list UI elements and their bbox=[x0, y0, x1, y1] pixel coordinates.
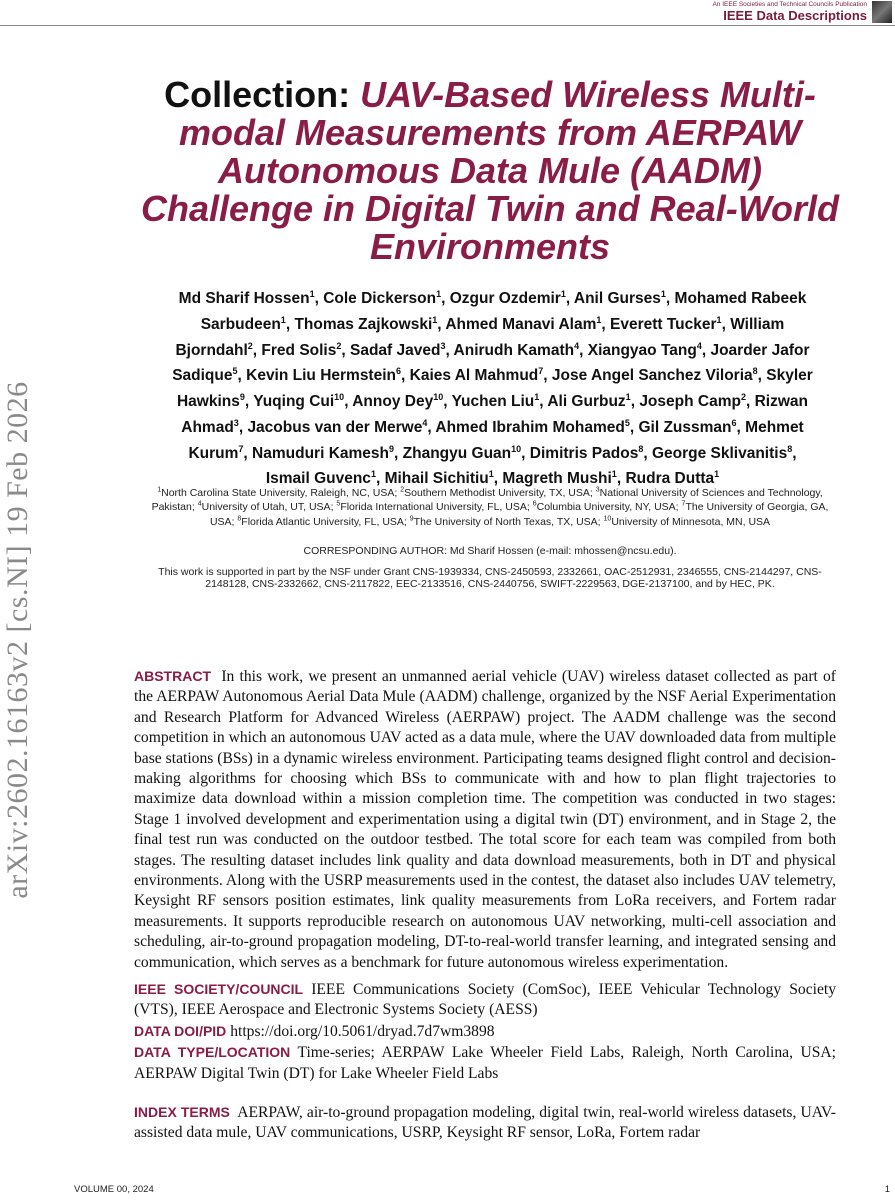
author-name: Yuchen Liu$^1$ bbox=[451, 392, 540, 411]
brand-title: IEEE Data Descriptions bbox=[723, 8, 867, 23]
index-terms-section bbox=[134, 1102, 836, 1144]
abstract-section bbox=[134, 666, 836, 973]
author-name: Anil Gurses$^1$ bbox=[573, 289, 666, 308]
society-label: IEEE SOCIETY/COUNCIL bbox=[134, 981, 304, 997]
author-name: Xiangyao Tang$^4$ bbox=[587, 340, 702, 359]
author-name: Ahmed Ibrahim Mohamed$^5$ bbox=[435, 417, 630, 436]
author-affiliation-marker: 8 bbox=[752, 366, 758, 377]
author-affiliation-marker: 2 bbox=[336, 340, 342, 351]
affiliation-number: 10 bbox=[603, 515, 612, 522]
author-affiliation-marker: 10 bbox=[511, 443, 522, 454]
index-terms-label: INDEX TERMS bbox=[134, 1104, 230, 1120]
author-name: Fred Solis$^2$ bbox=[261, 340, 342, 359]
arxiv-stamp-text: arXiv:2602.16163v2 [cs.NI] 19 Feb 2026 bbox=[1, 381, 34, 899]
author-name: Cole Dickerson$^1$ bbox=[323, 289, 442, 308]
affiliations bbox=[150, 484, 830, 528]
arxiv-stamp bbox=[0, 340, 36, 940]
author-name: Skyler Hawkins$^9$ bbox=[176, 367, 813, 411]
affiliation-number: 7 bbox=[681, 500, 686, 508]
author-affiliation-marker: 1 bbox=[309, 289, 315, 299]
affiliation-item: $^1$North Carolina State University, Raleigh, NC, USA; bbox=[157, 486, 398, 499]
author-affiliation-marker: 1 bbox=[611, 469, 617, 480]
author-name: Jose Angel Sanchez Viloria$^8$ bbox=[551, 366, 758, 385]
author-affiliation-marker: 5 bbox=[624, 417, 630, 428]
author-name: Joarder Jafor Sadique$^5$ bbox=[172, 341, 810, 385]
affiliation-number: 8 bbox=[237, 515, 242, 522]
author-affiliation-marker: 7 bbox=[538, 366, 544, 377]
affiliation-number: 5 bbox=[336, 500, 341, 508]
footer-page-number: 1 bbox=[884, 1184, 890, 1195]
metadata-block bbox=[134, 979, 836, 1084]
affiliation-item: $^8$Florida Atlantic University, FL, USA; bbox=[237, 515, 407, 528]
author-name: Jacobus van der Merwe$^4$ bbox=[247, 417, 428, 436]
affiliation-item: $^7$The University of Georgia, GA, USA; bbox=[209, 500, 829, 528]
society-row bbox=[134, 979, 836, 1021]
header-divider bbox=[0, 25, 895, 26]
author-affiliation-marker: 4 bbox=[696, 340, 702, 351]
author-affiliation-marker: 7 bbox=[238, 443, 244, 454]
affiliation-number: 4 bbox=[197, 500, 202, 508]
brand-subtitle: An IEEE Societies and Technical Councils Publication bbox=[712, 1, 867, 8]
affiliation-number: 1 bbox=[157, 486, 162, 493]
author-affiliation-marker: 5 bbox=[232, 366, 238, 377]
author-name: Sadaf Javed$^3$ bbox=[350, 340, 446, 359]
author-affiliation-marker: 1 bbox=[280, 314, 286, 325]
society-text: IEEE Communications Society (ComSoc), IEEE Vehicular Technology Society (VTS), IEEE Aerospace and Electronic Systems Society (AESS) bbox=[134, 981, 836, 1019]
affiliation-number: 6 bbox=[532, 500, 537, 508]
author-affiliation-marker: 1 bbox=[370, 469, 376, 480]
author-affiliation-marker: 6 bbox=[731, 417, 737, 428]
index-terms-text: AERPAW, air-to-ground propagation modeling, digital twin, real-world wireless datasets, UAV-assisted data mule, UAV communications, USRP, Keysight RF sensor, LoRa, Fortem radar bbox=[134, 1104, 836, 1142]
footer-volume: VOLUME 00, 2024 bbox=[74, 1184, 154, 1195]
author-affiliation-marker: 2 bbox=[740, 392, 746, 402]
affiliation-item: $^9$The University of North Texas, TX, USA; bbox=[409, 515, 601, 528]
author-name: Anirudh Kamath$^4$ bbox=[453, 340, 580, 359]
author-name: Yuqing Cui$^{10}$ bbox=[253, 392, 345, 411]
author-name: Mihail Sichitiu$^1$ bbox=[384, 469, 494, 488]
author-name: Gil Zussman$^6$ bbox=[638, 417, 737, 436]
author-list: Md Sharif Hossen$^1$, Cole Dickerson$^1$, Ozgur Ozdemir$^1$, Anil Gurses$^1$, Mohamed Rabeek Sarbudeen$^1$, Thomas Zajkowski$^1$, Ahmed Manavi Alam$^1$, Everett Tucker$^1$, William Bjorndahl$^2$, Fred Solis$^2$, Sadaf Javed$^3$, Anirudh Kamath$^4$, Xiangyao Tang$^4$, Joarder Jafor Sadique$^5$, Kevin Liu Hermstein$^6$, Kaies Al Mahmud$^7$, Jose Angel Sanchez Viloria$^8$, Skyler Hawkins$^9$, Yuqing Cui$^{10}$, Annoy Dey$^{10}$, Yuchen Liu$^1$, Ali Gurbuz$^1$, Joseph Camp$^2$, Rizwan Ahmad$^3$, Jacobus van der Merwe$^4$, Ahmed Ibrahim Mohamed$^5$, Gil Zussman$^6$, Mehmet Kurum$^7$, Namuduri Kamesh$^9$, Zhangyu Guan$^{10}$, Dimitris Pados$^8$, George Sklivanitis$^8$, Ismail Guvenc$^1$, Mihail Sichitiu$^1$, Magreth Mushi$^1$, Rudra Dutta$^1$ bbox=[172, 289, 813, 488]
author-name: Ali Gurbuz$^1$ bbox=[547, 392, 631, 411]
author-name: Joseph Camp$^2$ bbox=[639, 392, 746, 411]
author-name: Rizwan Ahmad$^3$ bbox=[181, 393, 808, 436]
author-name: Dimitris Pados$^8$ bbox=[529, 443, 644, 462]
author-affiliation-marker: 3 bbox=[233, 417, 239, 428]
affiliation-number: 9 bbox=[409, 515, 414, 522]
data-type-text: Time-series; AERPAW Lake Wheeler Field Labs, Raleigh, North Carolina, USA; AERPAW Digital Twin (DT) for Lake Wheeler Field Labs bbox=[134, 1044, 836, 1082]
abstract-label: ABSTRACT bbox=[134, 668, 211, 684]
author-name: Namuduri Kamesh$^9$ bbox=[252, 443, 395, 462]
author-name: Mehmet Kurum$^7$ bbox=[188, 418, 804, 462]
affiliation-item: $^2$Southern Methodist University, TX, USA; bbox=[400, 486, 593, 499]
author-affiliation-marker: 8 bbox=[638, 443, 644, 454]
author-affiliation-marker: 3 bbox=[440, 340, 446, 351]
corresponding-author: CORRESPONDING AUTHOR: Md Sharif Hossen (e-mail: mhossen@ncsu.edu). bbox=[303, 545, 677, 557]
title-prefix: Collection: bbox=[164, 74, 361, 115]
author-name: Everett Tucker$^1$ bbox=[610, 314, 722, 333]
author-affiliation-marker: 1 bbox=[488, 469, 494, 480]
paper-title bbox=[140, 76, 840, 266]
author-affiliation-marker: 8 bbox=[787, 443, 793, 454]
author-name: Zhangyu Guan$^{10}$ bbox=[402, 443, 522, 462]
author-affiliation-marker: 1 bbox=[716, 314, 722, 325]
author-name: Ismail Guvenc$^1$ bbox=[265, 469, 376, 488]
affiliation-item: $^5$Florida International University, FL, USA; bbox=[336, 500, 530, 513]
data-type-row bbox=[134, 1042, 836, 1084]
author-name: Ahmed Manavi Alam$^1$ bbox=[445, 314, 602, 333]
author-name: Kevin Liu Hermstein$^6$ bbox=[246, 366, 402, 385]
journal-cover-thumbnail bbox=[872, 1, 892, 23]
author-affiliation-marker: 4 bbox=[574, 340, 580, 351]
author-affiliation-marker: 1 bbox=[534, 392, 540, 402]
doi-label: DATA DOI/PID bbox=[134, 1022, 227, 1039]
affiliation-item: $^3$National University of Sciences and Technology, Pakistan; bbox=[151, 486, 823, 513]
author-affiliation-marker: 4 bbox=[422, 417, 428, 428]
author-affiliation-marker: 9 bbox=[239, 392, 245, 402]
author-affiliation-marker: 10 bbox=[433, 392, 444, 402]
author-name: Rudra Dutta$^1$ bbox=[625, 469, 720, 488]
author-affiliation-marker: 1 bbox=[432, 314, 438, 325]
affiliation-item: $^6$Columbia University, NY, USA; bbox=[532, 500, 679, 513]
author-name: William Bjorndahl$^2$ bbox=[175, 315, 785, 359]
author-name: Mohamed Rabeek Sarbudeen$^1$ bbox=[200, 290, 807, 333]
author-affiliation-marker: 1 bbox=[596, 314, 602, 325]
author-affiliation-marker: 1 bbox=[660, 289, 666, 299]
author-affiliation-marker: 1 bbox=[560, 289, 566, 299]
author-affiliation-marker: 2 bbox=[247, 340, 253, 351]
affiliation-number: 3 bbox=[595, 486, 600, 493]
funding-note: This work is supported in part by the NSF under Grant CNS-1939334, CNS-2450593, 2332661, OAC-2512931, 2346555, CNS-2144297, CNS-2148128, CNS-2332662, CNS-2117822, EEC-2133516, CNS-2440756, SWIFT-2229563, DGE-2137100, and by HEC, PK. bbox=[158, 566, 822, 590]
author-name: Kaies Al Mahmud$^7$ bbox=[409, 366, 544, 385]
author-affiliation-marker: 1 bbox=[436, 289, 442, 299]
affiliation-number: 2 bbox=[400, 486, 405, 493]
author-name: George Sklivanitis$^8$ bbox=[651, 443, 793, 462]
affiliation-item: $^4$University of Utah, UT, USA; bbox=[197, 500, 334, 513]
doi-link[interactable]: https://doi.org/10.5061/dryad.7d7wm3898 bbox=[230, 1022, 495, 1040]
data-type-label: DATA TYPE/LOCATION bbox=[134, 1044, 291, 1061]
author-name: Thomas Zajkowski$^1$ bbox=[294, 314, 438, 333]
doi-row bbox=[134, 1021, 836, 1042]
author-affiliation-marker: 10 bbox=[334, 392, 345, 402]
author-affiliation-marker: 1 bbox=[625, 392, 631, 402]
journal-brand bbox=[712, 1, 867, 23]
abstract-text: In this work, we present an unmanned aerial vehicle (UAV) wireless dataset collected as part of the AERPAW Autonomous Aerial Data Mule (AADM) challenge, organized by the NSF Aerial Experimentation and Research Platform for Advanced Wireless (AERPAW) project. The AADM challenge was the second competition in which an autonomous UAV acted as a data mule, where the UAV downloaded data from multiple base stations (BSs) in a dynamic wireless environment. Participating teams designed flight control and decision-making algorithms for choosing which BSs to communicate with and how to plan flight trajectories to maximize data download within a mission completion time. The competition was conducted in two stages: Stage 1 involved development and experimentation using a digital twin (DT) environment, and in Stage 2, the final test run was conducted on the outdoor testbed. The total score for each team was compiled from both stages. The resulting dataset includes link quality and data download measurements, both in DT and physical environments. Along with the USRP measurements used in the contest, the dataset also includes UAV telemetry, Keysight RF sensors position estimates, link quality measurements from LoRa receivers, and Fortem radar measurements. It supports reproducible research on autonomous UAV networking, multi-cell association and scheduling, air-to-ground propagation modeling, DT-to-real-world transfer learning, and integrated sensing and communication, which serves as a benchmark for future autonomous wireless experimentation. bbox=[134, 668, 837, 971]
author-name: Annoy Dey$^{10}$ bbox=[352, 392, 444, 411]
title-main: UAV-Based Wireless Multi-modal Measurements from AERPAW Autonomous Data Mule (AADM) Challenge in Digital Twin and Real-World Environments bbox=[140, 74, 840, 267]
author-name: Ozgur Ozdemir$^1$ bbox=[449, 289, 566, 308]
author-affiliation-marker: 6 bbox=[396, 366, 402, 377]
author-affiliation-marker: 1 bbox=[714, 469, 720, 480]
author-name: Md Sharif Hossen$^1$ bbox=[178, 289, 315, 308]
affiliation-item: $^{10}$University of Minnesota, MN, USA bbox=[603, 515, 771, 528]
author-affiliation-marker: 9 bbox=[389, 443, 395, 454]
author-name: Magreth Mushi$^1$ bbox=[502, 469, 617, 488]
